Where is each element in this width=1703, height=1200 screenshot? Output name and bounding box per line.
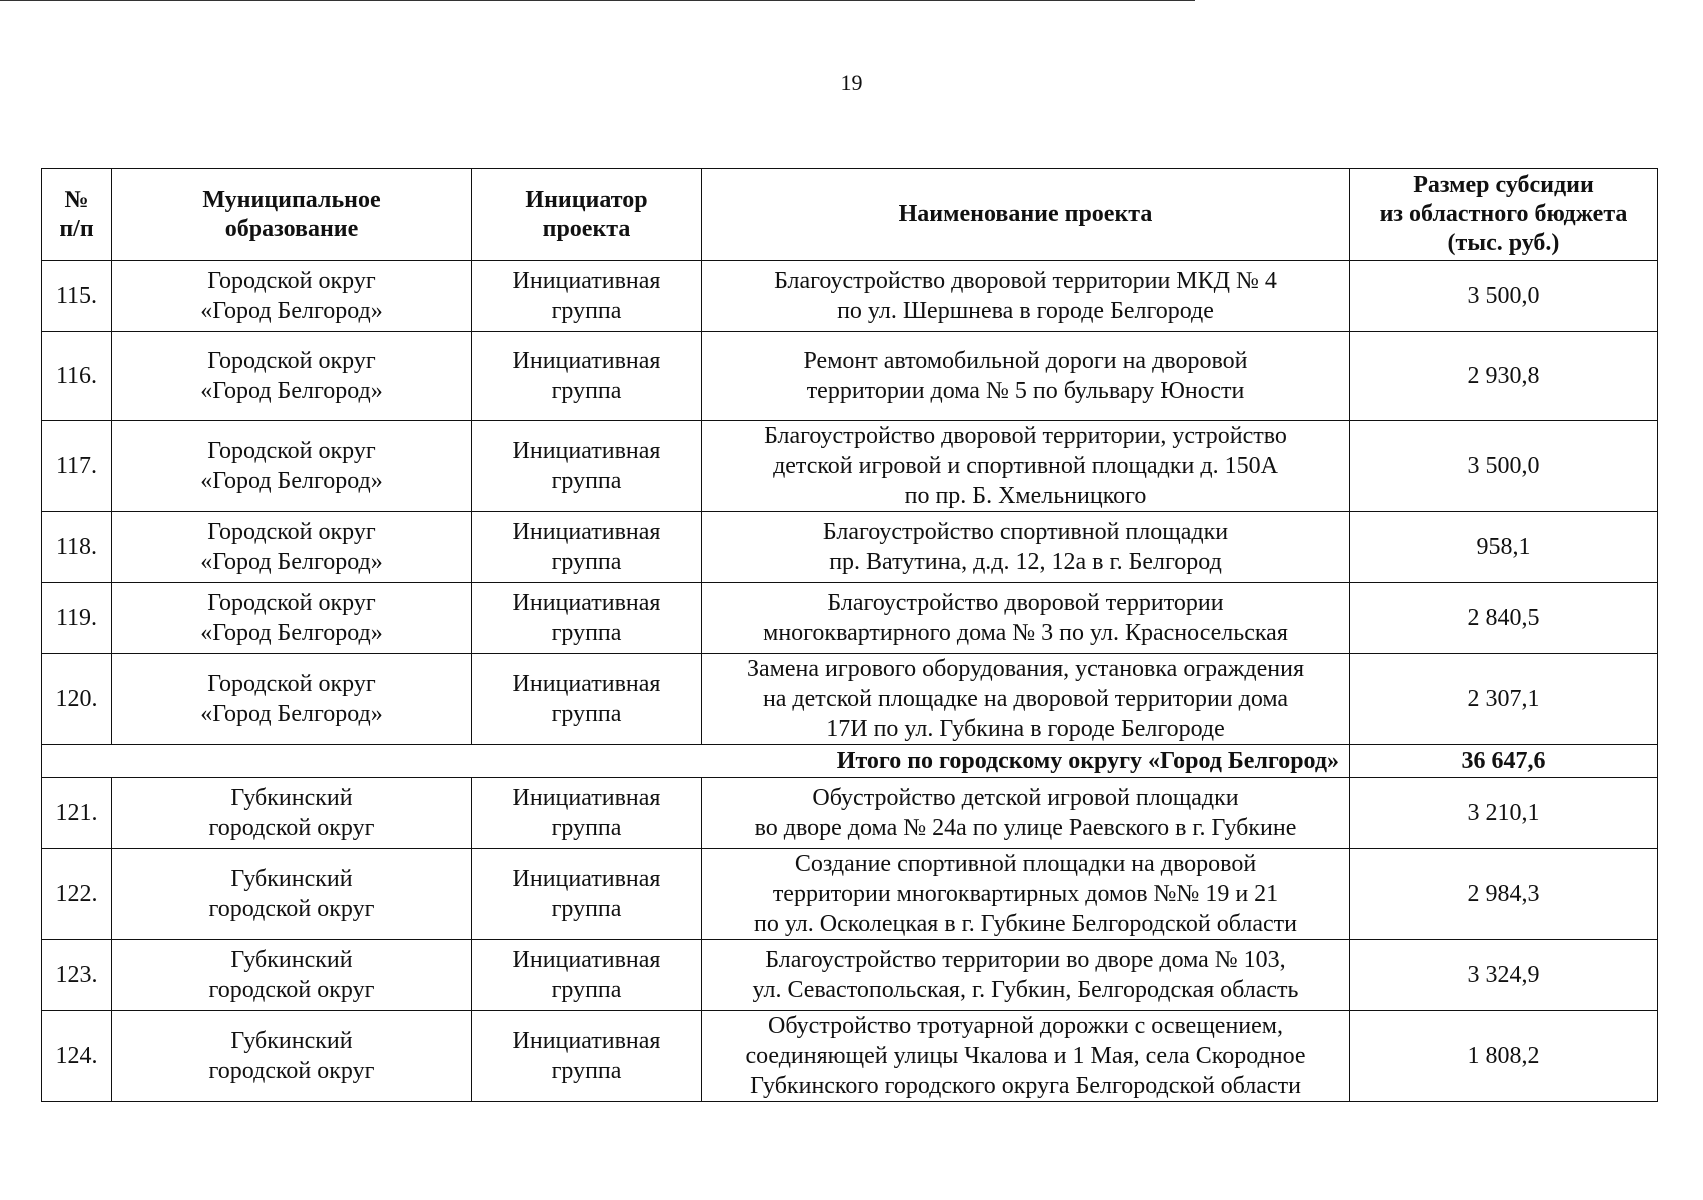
cell-municipality [112, 849, 472, 940]
cell-subsidy: 2 307,1 [1350, 654, 1658, 745]
table-row [42, 332, 1658, 421]
text-line: Инициативная [512, 519, 661, 545]
cell-municipality [112, 940, 472, 1011]
table-body [42, 261, 1658, 1102]
text-line: проекта [542, 215, 631, 242]
text-line: «Город Белгород» [200, 298, 383, 324]
cell-initiator [472, 512, 702, 583]
text-line: Городской округ [207, 438, 376, 464]
cell-subsidy: 3 500,0 [1350, 261, 1658, 332]
header-subsidy [1350, 169, 1658, 261]
text-line: Губкинский [230, 1028, 353, 1054]
cell-initiator [472, 940, 702, 1011]
table-row [42, 778, 1658, 849]
cell-num: 116. [42, 332, 112, 421]
cell-municipality [112, 1011, 472, 1102]
text-line: ул. Севастопольская, г. Губкин, Белгородская область [752, 977, 1299, 1003]
text-line: Ремонт автомобильной дороги на дворовой [803, 348, 1248, 374]
cell-subsidy: 2 984,3 [1350, 849, 1658, 940]
text-line: Обустройство тротуарной дорожки с освещением, [768, 1013, 1283, 1039]
text-line: Инициативная [512, 671, 661, 697]
text-line: «Город Белгород» [200, 549, 383, 575]
text-line: п/п [59, 215, 94, 242]
cell-subsidy: 3 324,9 [1350, 940, 1658, 1011]
cell-project [702, 332, 1350, 421]
text-line: по ул. Шершнева в городе Белгороде [837, 298, 1214, 324]
text-line: образование [224, 215, 359, 242]
text-line: Губкинский [230, 785, 353, 811]
cell-initiator [472, 1011, 702, 1102]
table-row [42, 261, 1658, 332]
cell-project [702, 1011, 1350, 1102]
text-line: Инициативная [512, 1028, 661, 1054]
text-line: Наименование проекта [898, 201, 1153, 227]
cell-subsidy: 1 808,2 [1350, 1011, 1658, 1102]
cell-num: 122. [42, 849, 112, 940]
cell-initiator [472, 654, 702, 745]
header-row [42, 169, 1658, 261]
text-line: «Город Белгород» [200, 378, 383, 404]
text-line: по ул. Осколецкая в г. Губкине Белгородской области [754, 911, 1297, 937]
cell-subsidy: 3 210,1 [1350, 778, 1658, 849]
text-line: группа [551, 549, 622, 575]
cell-project [702, 940, 1350, 1011]
text-line: Инициативная [512, 438, 661, 464]
cell-project [702, 421, 1350, 512]
text-line: группа [551, 378, 622, 404]
total-label: Итого по городскому округу «Город Белгород» [42, 745, 1350, 778]
text-line: Инициативная [512, 785, 661, 811]
cell-num: 121. [42, 778, 112, 849]
header-project [702, 169, 1350, 261]
text-line: группа [551, 815, 622, 841]
text-line: «Город Белгород» [200, 468, 383, 494]
cell-project [702, 654, 1350, 745]
cell-initiator [472, 261, 702, 332]
cell-initiator [472, 421, 702, 512]
text-line: городской округ [208, 815, 375, 841]
text-line: Благоустройство территории во дворе дома № 103, [765, 947, 1286, 973]
cell-project [702, 261, 1350, 332]
text-line: Муниципальное [202, 186, 381, 213]
cell-initiator [472, 583, 702, 654]
header-initiator [472, 169, 702, 261]
table-row [42, 421, 1658, 512]
cell-project [702, 849, 1350, 940]
cell-project [702, 583, 1350, 654]
text-line: Благоустройство спортивной площадки [822, 519, 1229, 545]
cell-subsidy: 2 840,5 [1350, 583, 1658, 654]
table-row [42, 512, 1658, 583]
text-line: Инициативная [512, 348, 661, 374]
text-line: группа [551, 701, 622, 727]
total-value: 36 647,6 [1350, 745, 1658, 778]
text-line: группа [551, 620, 622, 646]
table-row [42, 940, 1658, 1011]
cell-num: 117. [42, 421, 112, 512]
cell-num: 120. [42, 654, 112, 745]
text-line: Инициативная [512, 590, 661, 616]
text-line: Городской округ [207, 590, 376, 616]
cell-municipality [112, 512, 472, 583]
cell-municipality [112, 332, 472, 421]
text-line: Обустройство детской игровой площадки [812, 785, 1239, 811]
text-line: территории многоквартирных домов №№ 19 и 21 [772, 881, 1279, 907]
text-line: Благоустройство дворовой территории МКД № 4 [774, 268, 1277, 294]
page-number: 19 [840, 70, 863, 95]
cell-initiator [472, 332, 702, 421]
cell-municipality [112, 654, 472, 745]
text-line: Благоустройство дворовой территории, устройство [764, 423, 1287, 449]
text-line: Городской округ [207, 671, 376, 697]
header-municipality [112, 169, 472, 261]
table-row [42, 583, 1658, 654]
subsidy-table [41, 168, 1658, 1102]
text-line: во дворе дома № 24а по улице Раевского в г. Губкине [754, 815, 1297, 841]
text-line: детской игровой и спортивной площадки д. 150А [773, 453, 1278, 479]
text-line: № [64, 186, 89, 213]
text-line: многоквартирного дома № 3 по ул. Красносельская [763, 620, 1288, 646]
table-row [42, 1011, 1658, 1102]
text-line: городской округ [208, 896, 375, 922]
text-line: Инициативная [512, 268, 661, 294]
top-rule [0, 0, 1195, 1]
cell-num: 115. [42, 261, 112, 332]
text-line: группа [551, 298, 622, 324]
text-line: из областного бюджета [1379, 201, 1628, 227]
cell-municipality [112, 583, 472, 654]
text-line: (тыс. руб.) [1447, 230, 1560, 256]
text-line: на детской площадке на дворовой территории дома [762, 686, 1289, 712]
total-row [42, 745, 1658, 778]
text-line: городской округ [208, 1058, 375, 1084]
text-line: Инициативная [512, 947, 661, 973]
text-line: группа [551, 896, 622, 922]
text-line: Создание спортивной площадки на дворовой [794, 851, 1257, 877]
text-line: «Город Белгород» [200, 701, 383, 727]
text-line: по пр. Б. Хмельницкого [904, 483, 1147, 509]
cell-num: 118. [42, 512, 112, 583]
cell-subsidy: 3 500,0 [1350, 421, 1658, 512]
table-row [42, 849, 1658, 940]
text-line: соединяющей улицы Чкалова и 1 Мая, села Скородное [745, 1043, 1306, 1069]
text-line: городской округ [208, 977, 375, 1003]
text-line: пр. Ватутина, д.д. 12, 12а в г. Белгород [829, 549, 1222, 575]
cell-municipality [112, 778, 472, 849]
cell-project [702, 512, 1350, 583]
text-line: «Город Белгород» [200, 620, 383, 646]
cell-initiator [472, 849, 702, 940]
text-line: Инициатор [525, 186, 648, 213]
text-line: Губкинский [230, 947, 353, 973]
text-line: Городской округ [207, 268, 376, 294]
cell-municipality [112, 421, 472, 512]
cell-project [702, 778, 1350, 849]
text-line: Городской округ [207, 348, 376, 374]
text-line: Благоустройство дворовой территории [827, 590, 1224, 616]
text-line: территории дома № 5 по бульвару Юности [806, 378, 1245, 404]
text-line: Губкинского городского округа Белгородской области [750, 1073, 1301, 1099]
text-line: группа [551, 468, 622, 494]
cell-initiator [472, 778, 702, 849]
text-line: Размер субсидии [1413, 172, 1594, 198]
cell-num: 119. [42, 583, 112, 654]
cell-num: 123. [42, 940, 112, 1011]
cell-num: 124. [42, 1011, 112, 1102]
text-line: Городской округ [207, 519, 376, 545]
text-line: Замена игрового оборудования, установка ограждения [747, 656, 1304, 682]
text-line: Губкинский [230, 866, 353, 892]
header-num [42, 169, 112, 261]
text-line: группа [551, 1058, 622, 1084]
text-line: Инициативная [512, 866, 661, 892]
text-line: 17И по ул. Губкина в городе Белгороде [826, 716, 1225, 742]
cell-subsidy: 958,1 [1350, 512, 1658, 583]
table-row [42, 654, 1658, 745]
text-line: группа [551, 977, 622, 1003]
cell-subsidy: 2 930,8 [1350, 332, 1658, 421]
cell-municipality [112, 261, 472, 332]
